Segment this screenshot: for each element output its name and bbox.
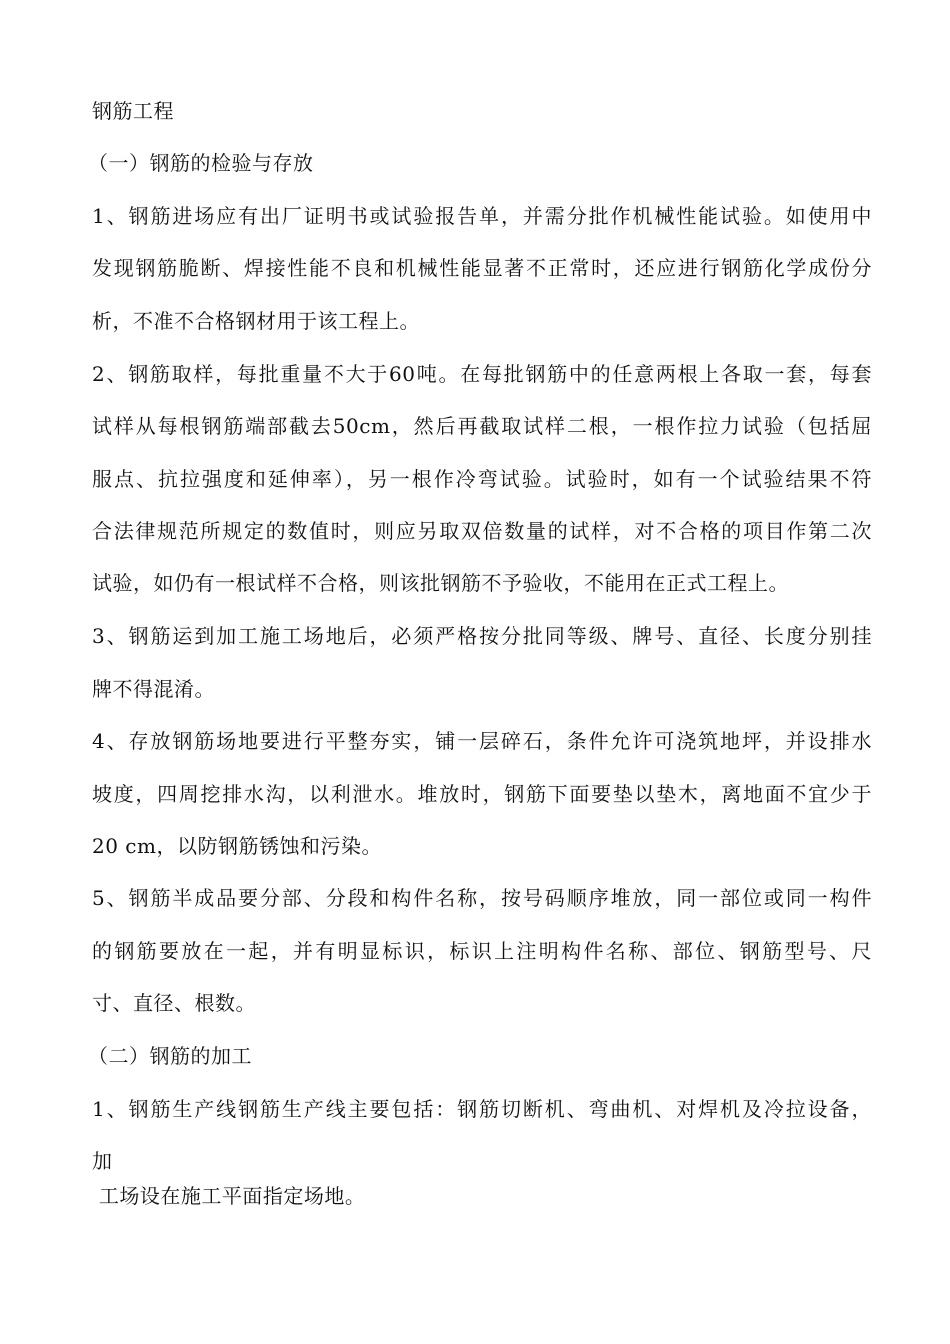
item-3-line-2: 牌不得混淆。: [92, 677, 215, 701]
item-5-line-3: 寸、直径、根数。: [92, 991, 256, 1015]
item-3-line-1: 3、钢筋运到加工施工场地后，必须严格按分批同等级、牌号、直径、长度分别挂: [92, 624, 872, 648]
item-1-line-2: 发现钢筋脆断、焊接性能不良和机械性能显著不正常时，还应进行钢筋化学成份分: [92, 256, 872, 280]
item-6-line-1: 1、钢筋生产线钢筋生产线主要包括：钢筋切断机、弯曲机、对焊机及冷拉设备，: [92, 1097, 872, 1121]
item-6-line-2: 加: [92, 1149, 113, 1173]
section-heading-1: （一）钢筋的检验与存放: [88, 151, 314, 175]
item-2-line-2: 试样从每根钢筋端部截去50cm，然后再截取试样二根，一根作拉力试验（包括屈: [92, 414, 872, 438]
item-1-line-3: 析，不准不合格钢材用于该工程上。: [92, 309, 420, 333]
item-1-line-1: 1、钢筋进场应有出厂证明书或试验报告单，并需分批作机械性能试验。如使用中: [92, 204, 872, 228]
item-2-line-1: 2、钢筋取样，每批重量不大于60吨。在每批钢筋中的任意两根上各取一套，每套: [92, 362, 872, 386]
item-2-line-3: 服点、抗拉强度和延伸率），另一根作冷弯试验。试验时，如有一个试验结果不符: [92, 467, 872, 491]
item-5-line-1: 5、钢筋半成品要分部、分段和构件名称，按号码顺序堆放，同一部位或同一构件: [92, 886, 872, 910]
item-4-line-3: 20 cm，以防钢筋锈蚀和污染。: [92, 834, 382, 858]
item-5-line-2: 的钢筋要放在一起，并有明显标识，标识上注明构件名称、部位、钢筋型号、尺: [92, 939, 872, 963]
item-4-line-1: 4、存放钢筋场地要进行平整夯实，铺一层碎石，条件允许可浇筑地坪，并设排水: [92, 729, 872, 753]
item-4-line-2: 坡度，四周挖排水沟，以利泄水。堆放时，钢筋下面要垫以垫木，离地面不宜少于: [92, 782, 872, 806]
item-6-line-3: 工场设在施工平面指定场地。: [92, 1184, 366, 1208]
item-2-line-4: 合法律规范所规定的数值时，则应另取双倍数量的试样，对不合格的项目作第二次: [92, 519, 872, 543]
section-heading-2: （二）钢筋的加工: [88, 1044, 252, 1068]
item-2-line-5: 试验，如仍有一根试样不合格，则该批钢筋不予验收，不能用在正式工程上。: [92, 571, 789, 595]
document-title: 钢筋工程: [92, 99, 174, 123]
